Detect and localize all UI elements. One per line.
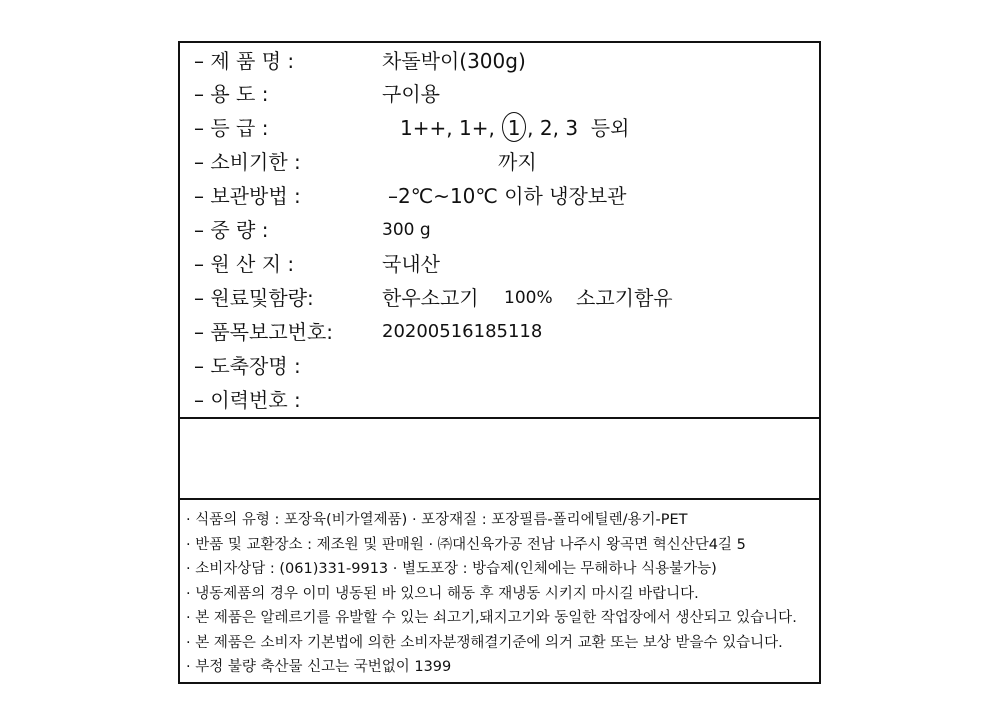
grade-values: 1++, 1+, 1 , 2, 3 등외 <box>400 111 629 145</box>
product-info-section <box>180 43 819 419</box>
expiry-value: 까지 <box>498 150 537 174</box>
notice-allergy: · 본 제품은 알레르기를 유발할 수 있는 쇠고기,돼지고기와 동일한 작업장에서 생산되고 있습니다. <box>186 610 797 626</box>
ingredient-note: 소고기함유 <box>576 286 673 310</box>
notice-food-type: · 식품의 유형 : 포장육(비가열제품) · 포장재질 : 포장필름-폴리에틸렌/용기-PET <box>186 512 688 528</box>
product-name-value: 차돌박이(300g) <box>382 49 526 73</box>
storage-value: –2℃~10℃ 이하 냉장보관 <box>388 184 627 208</box>
grade-label: – 등 급 : <box>194 116 269 140</box>
product-name-label: – 제 품 명 : <box>194 49 295 73</box>
grade-2: 2 <box>539 116 553 140</box>
grade-1plus: 1+ <box>458 116 489 140</box>
product-label <box>178 41 821 684</box>
grade-1plusplus: 1++ <box>400 116 447 140</box>
notice-list <box>186 508 816 680</box>
usage-label: – 용 도 : <box>194 82 269 106</box>
notice-frozen-warning: · 냉동제품의 경우 이미 냉동된 바 있으니 해동 후 재냉동 시키지 마시길 바랍니다. <box>186 585 699 602</box>
expiry-row <box>194 145 814 179</box>
grade-1-selected: 1 <box>502 112 526 142</box>
report-number-row <box>194 315 814 349</box>
trace-number-label: – 이력번호 : <box>194 388 301 412</box>
ingredients-label: – 원료및함량: <box>194 286 314 310</box>
product-name-row <box>194 44 814 78</box>
report-number-value: 20200516185118 <box>382 321 543 342</box>
grade-row <box>194 111 814 145</box>
notice-report-hotline: · 부정 불량 축산물 신고는 국번없이 1399 <box>186 659 452 675</box>
origin-row <box>194 247 814 281</box>
grade-out-of-grade: 등외 <box>590 116 630 140</box>
storage-label: – 보관방법 : <box>194 184 301 208</box>
weight-row <box>194 213 814 247</box>
notice-consumer-law: · 본 제품은 소비자 기본법에 의한 소비자분쟁해결기준에 의거 교환 또는 보상 받을수 있습니다. <box>186 634 783 651</box>
ingredient-percent: 100% <box>504 288 553 308</box>
ingredients-row <box>194 281 814 315</box>
expiry-label: – 소비기한 : <box>194 150 301 174</box>
trace-number-row <box>194 383 814 417</box>
notice-consumer-service: · 소비자상담 : (061)331-9913 · 별도포장 : 방습제(인체에는 무해하나 식용불가능) <box>186 561 717 577</box>
ingredient-name: 한우소고기 <box>382 286 479 310</box>
blank-section <box>180 419 819 500</box>
weight-value: 300 g <box>382 220 431 240</box>
usage-row <box>194 77 814 111</box>
slaughterhouse-row <box>194 349 814 383</box>
weight-label: – 중 량 : <box>194 218 269 242</box>
grade-3: 3 <box>565 116 579 140</box>
notice-return-exchange: · 반품 및 교환장소 : 제조원 및 판매원 · ㈜대신육가공 전남 나주시 왕곡면 혁신산단4길 5 <box>186 536 746 553</box>
notice-section <box>180 500 819 682</box>
origin-label: – 원 산 지 : <box>194 252 295 276</box>
report-number-label: – 품목보고번호: <box>194 320 334 344</box>
usage-value: 구이용 <box>382 82 440 106</box>
slaughterhouse-label: – 도축장명 : <box>194 354 301 378</box>
origin-value: 국내산 <box>382 252 440 276</box>
storage-row <box>194 179 814 213</box>
